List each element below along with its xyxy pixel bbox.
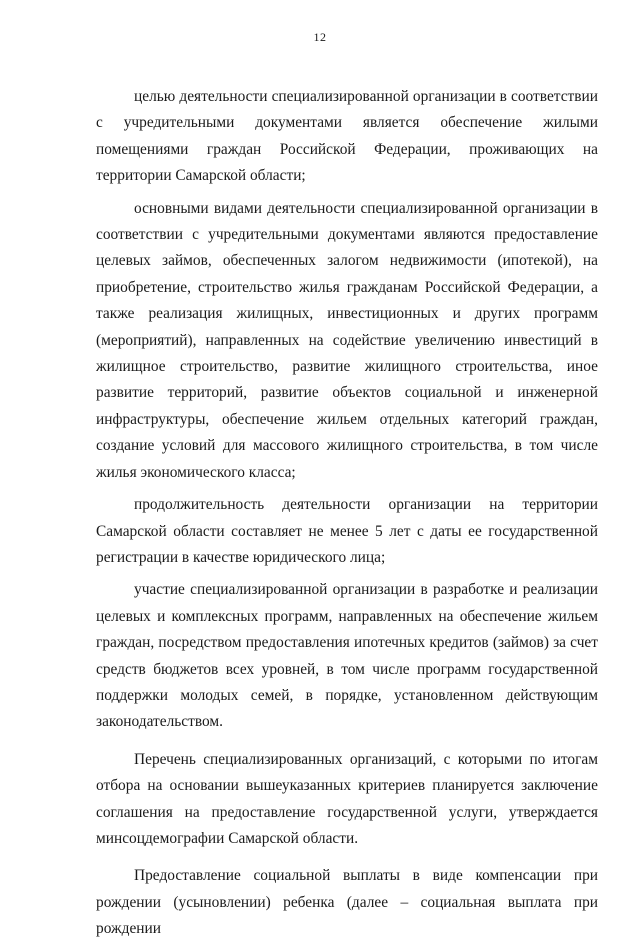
paragraph-goal: целью деятельности специализированной организации в соответствии с учредительными документами является обеспечение жилыми помещениями граждан Российской Федерации, проживающих на территории Самарской области; [96, 88, 598, 185]
paragraph-participation: участие специализированной организации в разработке и реализации целевых и комплексных программ, направленных на обеспечение жильем граждан, посредством предоставления ипотечных кредитов (займов) за счет средств бюджетов всех уровней, в том числе программ государственной поддержки молодых семей, в порядке, установленном действующим законодательством. [96, 581, 598, 731]
document-body [96, 84, 598, 943]
page-number: 12 [313, 30, 327, 44]
paragraph-social-payment: Предоставление социальной выплаты в виде компенсации при рождении (усыновлении) ребенка (далее – социальная выплата при рождении [96, 867, 598, 938]
paragraph-activities: основными видами деятельности специализированной организации в соответствии с учредительными документами являются предоставление целевых займов, обеспеченных залогом недвижимости (ипотекой), на приобретение, строительство жилья гражданам Российской Федерации, а также реализация жилищных, инвестиционных и других программ (мероприятий), направленных на содействие увеличению инвестиций в жилищное строительство, развитие жилищного строительства, иное развитие территорий, развитие объектов социальной и инженерной инфраструктуры, обеспечение жильем отдельных категорий граждан, создание условий для массового жилищного строительства, в том числе жилья экономического класса; [96, 199, 598, 481]
paragraph-duration: продолжительность деятельности организации на территории Самарской области составляет не менее 5 лет с даты ее государственной регистрации в качестве юридического лица; [96, 496, 598, 566]
paragraph-list: Перечень специализированных организаций, с которыми по итогам отбора на основании вышеуказанных критериев планируется заключение соглашения на предоставление государственной услуги, утверждается минсоцдемографии Самарской области. [96, 750, 598, 847]
